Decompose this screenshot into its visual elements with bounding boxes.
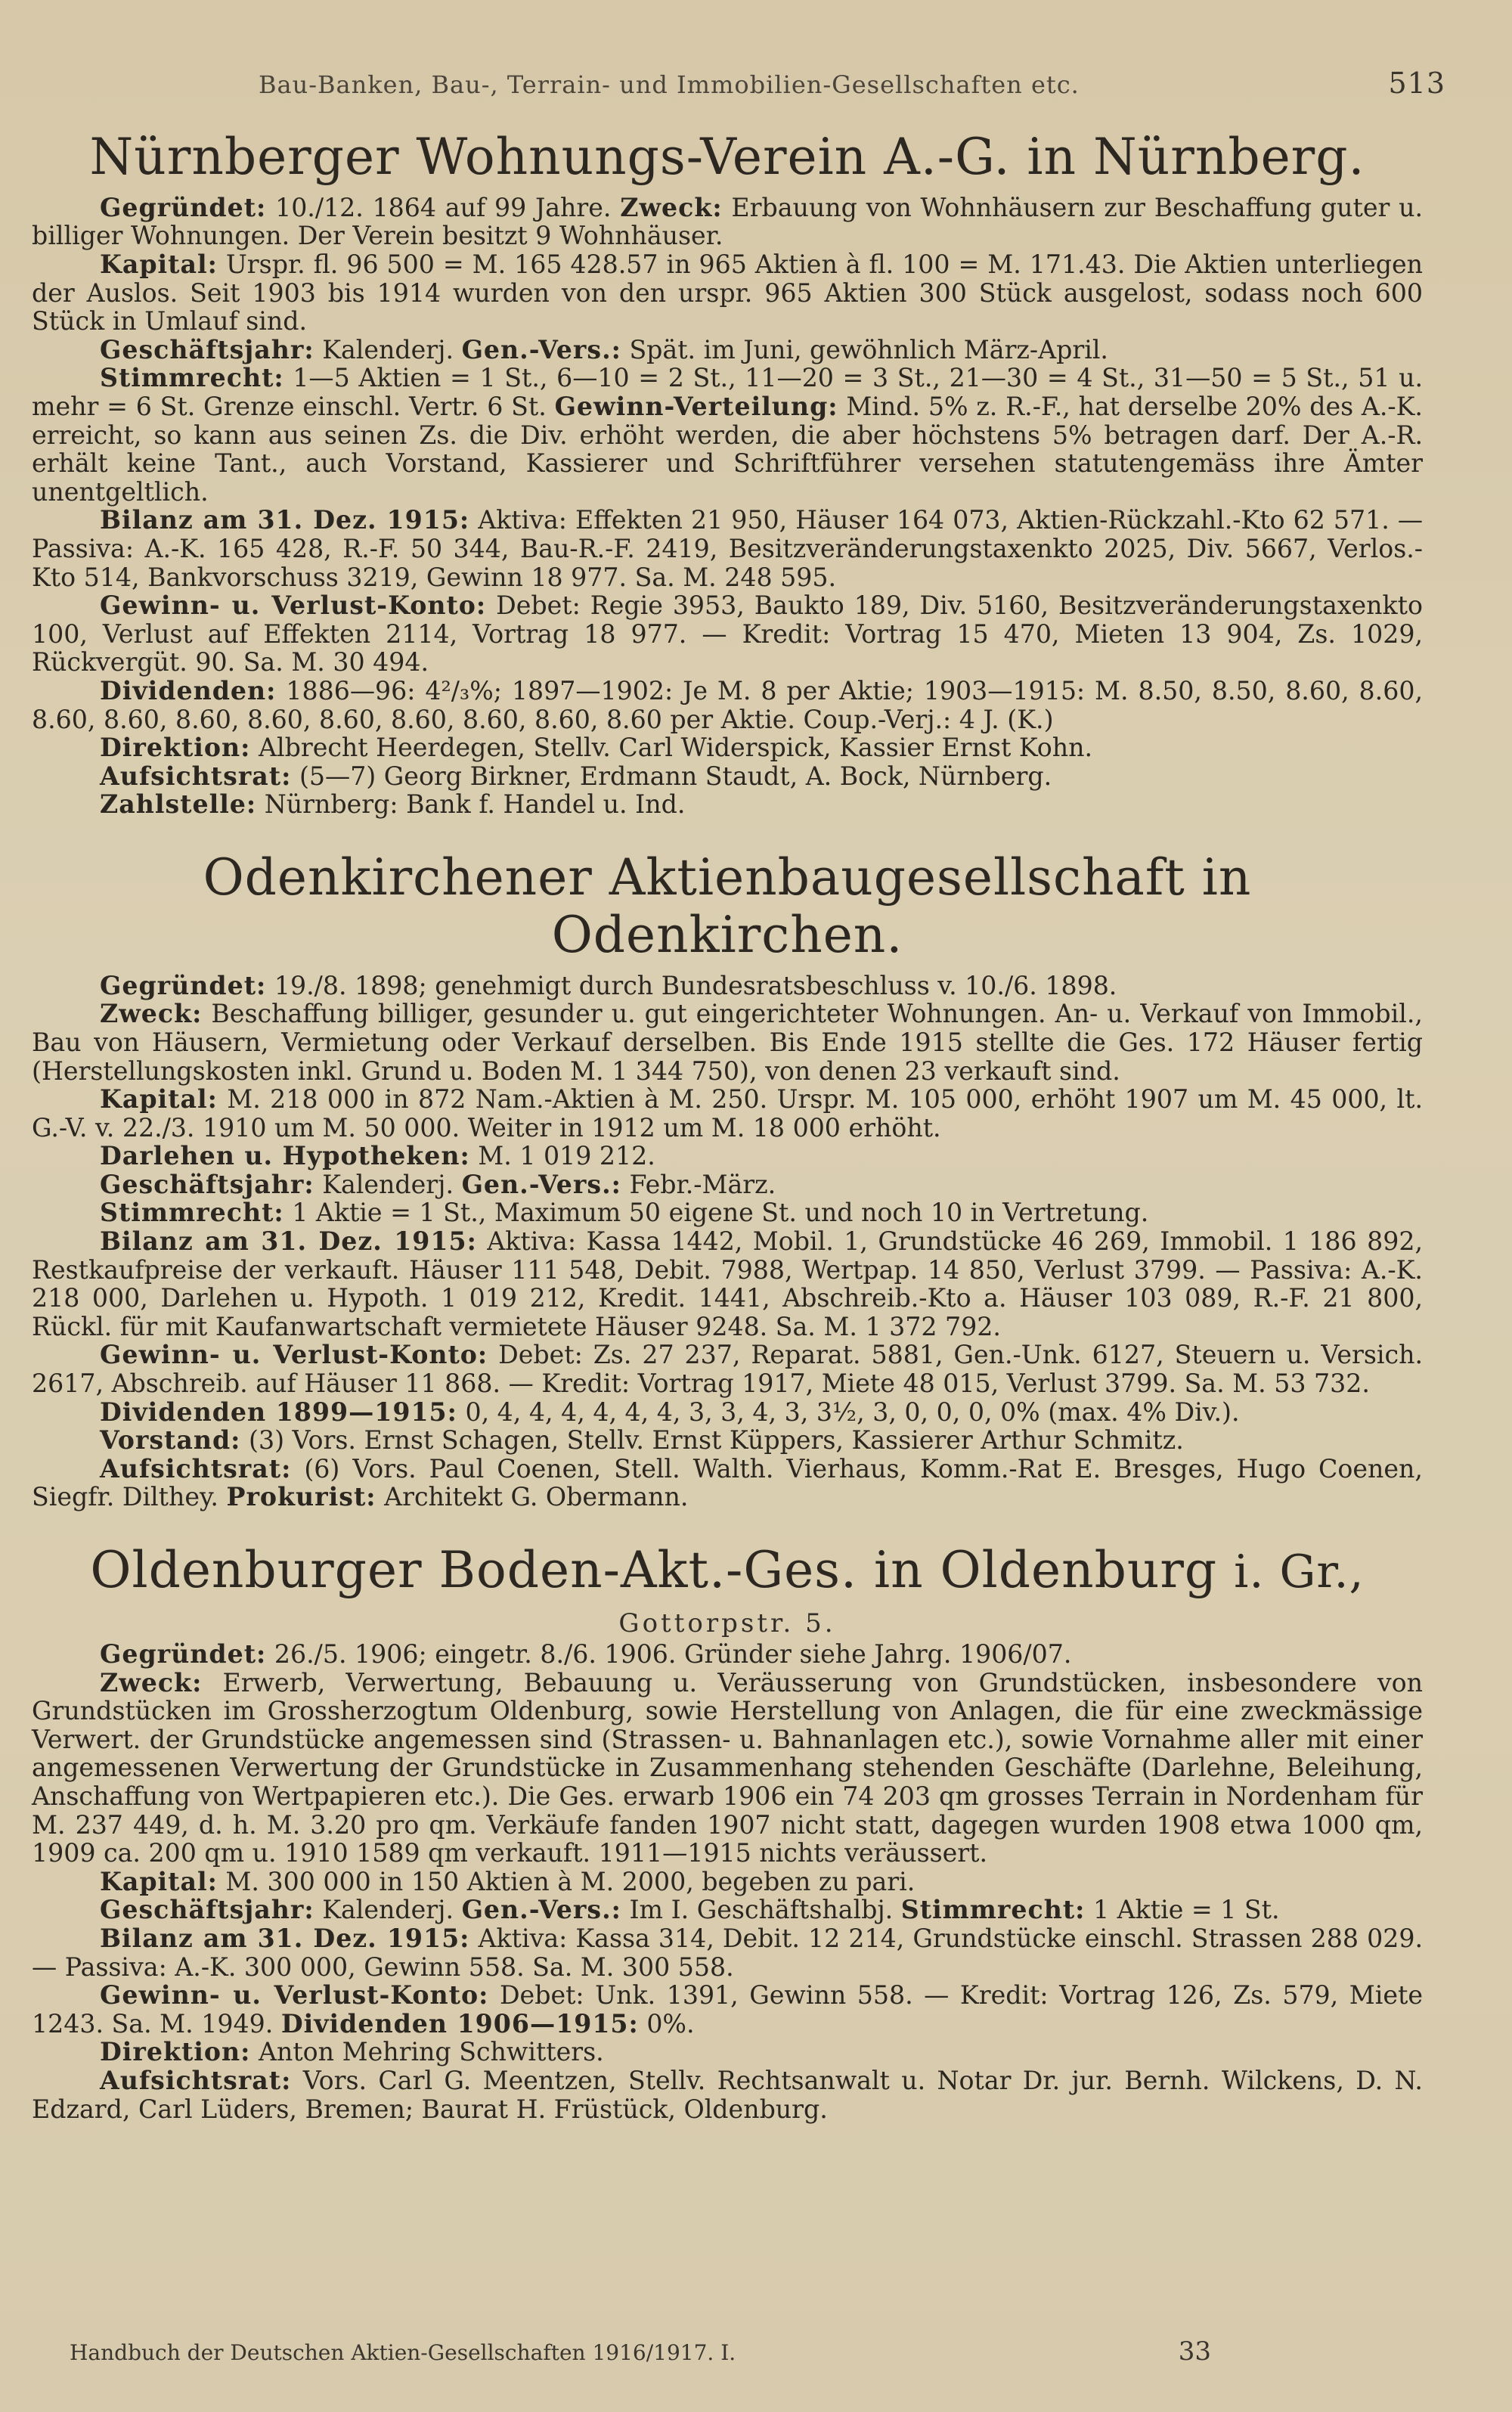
field-gewinn-verlust: Gewinn- u. Verlust-Konto: Debet: Unk. 1391, Gewinn 558. — Kredit: Vortrag 126, Zs. 579, Miete 1243. Sa. M. 1949. Dividenden 1906—1915: 0%. xyxy=(32,1980,1423,2038)
field-gegruendet: Gegründet: 26./5. 1906; eingetr. 8./6. 1906. Gründer siehe Jahrg. 1906/07. xyxy=(100,1639,1072,1669)
field-zweck: Zweck: Beschaffung billiger, gesunder u. gut eingerichteter Wohnungen. An- u. Verkauf von Immobil., Bau von Häusern, Vermietung oder Verkauf derselben. Bis Ende 1915 stellte die Ges. 172 Häuser fertig (Herstellungskosten inkl. Grund u. Boden M. 1 344 750), von denen 23 verkauft sind. xyxy=(32,999,1423,1086)
company-title: Odenkirchener Aktienbaugesellschaft in Odenkirchen. xyxy=(203,848,1252,964)
page-number: 513 xyxy=(1388,67,1445,100)
field-stimmrecht: Stimmrecht: 1 Aktie = 1 St., Maximum 50 eigene St. und noch 10 in Vertretung. xyxy=(100,1198,1149,1228)
entry-spacer xyxy=(32,819,1423,849)
running-header xyxy=(32,67,1445,100)
company-entry-odenkirchener xyxy=(32,849,1423,1511)
field-aufsichtsrat: Aufsichtsrat: (6) Vors. Paul Coenen, Stell. Walth. Vierhaus, Komm.-Rat E. Bresges, Hugo Coenen, Siegfr. Dilthey. Prokurist: Architekt G. Obermann. xyxy=(32,1453,1423,1512)
field-kapital: Kapital: Urspr. fl. 96 500 = M. 165 428.57 in 965 Aktien à fl. 100 = M. 171.43. Die Aktien unterliegen der Auslos. Seit 1903 bis 1914 wurden von den urspr. 965 Aktien 300 Stück ausgelost, sodass noch 600 Stück in Umlauf sind. xyxy=(32,250,1423,336)
field-gewinn-verlust: Gewinn- u. Verlust-Konto: Debet: Regie 3953, Baukto 189, Div. 5160, Besitzveränderungstaxenkto 100, Verlust auf Effekten 2114, Vortrag 18 977. — Kredit: Vortrag 15 470, Mieten 13 904, Zs. 1029, Rückvergüt. 90. Sa. M. 30 494. xyxy=(32,591,1423,677)
field-aufsichtsrat: Aufsichtsrat: Vors. Carl G. Meentzen, Stellv. Rechtsanwalt u. Notar Dr. jur. Bernh. Wilckens, D. N. Edzard, Carl Lüders, Bremen; Baurat H. Früstück, Oldenburg. xyxy=(32,2066,1423,2124)
field-gewinn-verlust: Gewinn- u. Verlust-Konto: Debet: Zs. 27 237, Reparat. 5881, Gen.-Unk. 6127, Steuern u. Versich. 2617, Abschreib. auf Häuser 11 868. — Kredit: Vortrag 1917, Miete 48 015, Verlust 3799. Sa. M. 53 732. xyxy=(32,1340,1423,1399)
company-title-suffix: i. Gr., xyxy=(1234,1545,1365,1599)
book-title: Handbuch der Deutschen Aktien-Gesellschaften 1916/1917. I. xyxy=(70,2340,736,2365)
field-aufsichtsrat: Aufsichtsrat: (5—7) Georg Birkner, Erdmann Staudt, A. Bock, Nürnberg. xyxy=(100,761,1052,791)
field-darlehen: Darlehen u. Hypotheken: M. 1 019 212. xyxy=(100,1141,655,1171)
field-stimmrecht: Stimmrecht: 1—5 Aktien = 1 St., 6—10 = 2 St., 11—20 = 3 St., 21—30 = 4 St., 31—50 = 5 St., 51 u. mehr = 6 St. Grenze einschl. Vertr. 6 St. Gewinn-Verteilung: Mind. 5% z. R.-F., hat derselbe 20% des A.-K. erreicht, so kann aus seinen Zs. die Div. erhöht werden, die aber höchstens 5% betragen darf. Der A.-R. erhält keine Tant., auch Vorstand, Kassierer und Schriftführer versehen statutengemäss ihre Ämter unentgeltlich. xyxy=(32,363,1423,507)
field-geschaeftsjahr: Geschäftsjahr: Kalenderj. Gen.-Vers.: Febr.-März. xyxy=(100,1169,776,1199)
field-dividenden: Dividenden 1899—1915: 0, 4, 4, 4, 4, 4, 4, 3, 3, 4, 3, 3½, 3, 0, 0, 0, 0% (max. 4% Div.). xyxy=(100,1397,1240,1427)
field-zahlstelle: Zahlstelle: Nürnberg: Bank f. Handel u. Ind. xyxy=(100,789,686,820)
field-bilanz: Bilanz am 31. Dez. 1915: Aktiva: Kassa 314, Debit. 12 214, Grundstücke einschl. Strassen 288 029. — Passiva: A.-K. 300 000, Gewinn 558. Sa. M. 300 558. xyxy=(32,1924,1423,1982)
field-bilanz: Bilanz am 31. Dez. 1915: Aktiva: Effekten 21 950, Häuser 164 073, Aktien-Rückzahl.-Kto 62 571. — Passiva: A.-K. 165 428, R.-F. 50 344, Bau-R.-F. 2419, Besitzveränderungstaxenkto 2025, Div. 5667, Verlos.-Kto 514, Bankvorschuss 3219, Gewinn 18 977. Sa. M. 248 595. xyxy=(32,505,1424,592)
field-vorstand: Vorstand: (3) Vors. Ernst Schagen, Stellv. Ernst Küppers, Kassierer Arthur Schmitz. xyxy=(100,1425,1184,1456)
company-address: Gottorpstr. 5. xyxy=(618,1607,836,1638)
field-gegruendet: Gegründet: 10./12. 1864 auf 99 Jahre. Zweck: Erbauung von Wohnhäusern zur Beschaffung guter u. billiger Wohnungen. Der Verein besitzt 9 Wohnhäuser. xyxy=(32,192,1424,251)
field-geschaeftsjahr: Geschäftsjahr: Kalenderj. Gen.-Vers.: Im I. Geschäftshalbj. Stimmrecht: 1 Aktie = 1 St. xyxy=(100,1895,1280,1925)
section-title: Bau-Banken, Bau-, Terrain- und Immobilien-Gesellschaften etc. xyxy=(259,70,1080,99)
company-entry-oldenburger xyxy=(32,1542,1423,2123)
field-zweck: Zweck: Erwerb, Verwertung, Bebauung u. Veräusserung von Grundstücken, insbesondere von Grundstücken im Grossherzogtum Oldenburg, sowie Herstellung von Anlagen, die für eine zweckmässige Verwert. der Grundstücke angemessen sind (Strassen- u. Bahnanlagen etc.), sowie Vornahme aller mit einer angemessenen Verwertung der Grundstücke in Zusammenhang stehenden Geschäfte (Darlehne, Beleihung, Anschaffung von Wertpapieren etc.). Die Ges. erwarb 1906 ein 74 203 qm grosses Terrain in Nordenham für M. 237 449, d. h. M. 3.20 pro qm. Verkäufe fanden 1907 nicht statt, dagegen wurden 1908 etwa 1000 qm, 1909 ca. 200 qm u. 1910 1589 qm verkauft. 1911—1915 nichts veräussert. xyxy=(32,1667,1423,1868)
entry-spacer xyxy=(32,1511,1423,1542)
sheet-number: 33 xyxy=(1178,2336,1211,2367)
field-geschaeftsjahr: Geschäftsjahr: Kalenderj. Gen.-Vers.: Spät. im Juni, gewöhnlich März-April. xyxy=(100,334,1108,364)
page-footer xyxy=(70,2336,1423,2367)
company-title: Nürnberger Wohnungs-Verein A.-G. in Nürnberg. xyxy=(89,128,1365,186)
company-entry-nuernberger xyxy=(32,129,1423,819)
field-dividenden: Dividenden: 1886—96: 4²/₃%; 1897—1902: Je M. 8 per Aktie; 1903—1915: M. 8.50, 8.50, 8.60, 8.60, 8.60, 8.60, 8.60, 8.60, 8.60, 8.60, 8.60, 8.60, 8.60 per Aktie. Coup.-Verj.: 4 J. (K.) xyxy=(32,675,1423,734)
field-direktion: Direktion: Anton Mehring Schwitters. xyxy=(100,2037,604,2067)
field-direktion: Direktion: Albrecht Heerdegen, Stellv. Carl Widerspick, Kassier Ernst Kohn. xyxy=(100,733,1093,763)
field-gegruendet: Gegründet: 19./8. 1898; genehmigt durch Bundesratsbeschluss v. 10./6. 1898. xyxy=(100,970,1117,1000)
company-title: Oldenburger Boden-Akt.-Ges. in Oldenburg i. Gr., xyxy=(90,1541,1365,1600)
field-bilanz: Bilanz am 31. Dez. 1915: Aktiva: Kassa 1442, Mobil. 1, Grundstücke 46 269, Immobil. 1 186 892, Restkaufpreise der verkauft. Häuser 111 548, Debit. 7988, Wertpap. 14 850, Verlust 3799. — Passiva: A.-K. 218 000, Darlehen u. Hypoth. 1 019 212, Kredit. 1441, Abschreib.-Kto a. Häuser 103 089, R.-F. 21 800, Rückl. für mit Kaufanwartschaft vermietete Häuser 9248. Sa. M. 1 372 792. xyxy=(32,1226,1423,1341)
field-kapital: Kapital: M. 218 000 in 872 Nam.-Aktien à M. 250. Urspr. M. 105 000, erhöht 1907 um M. 45 000, lt. G.-V. v. 22./3. 1910 um M. 50 000. Weiter in 1912 um M. 18 000 erhöht. xyxy=(32,1084,1423,1142)
field-kapital: Kapital: M. 300 000 in 150 Aktien à M. 2000, begeben zu pari. xyxy=(100,1866,916,1896)
